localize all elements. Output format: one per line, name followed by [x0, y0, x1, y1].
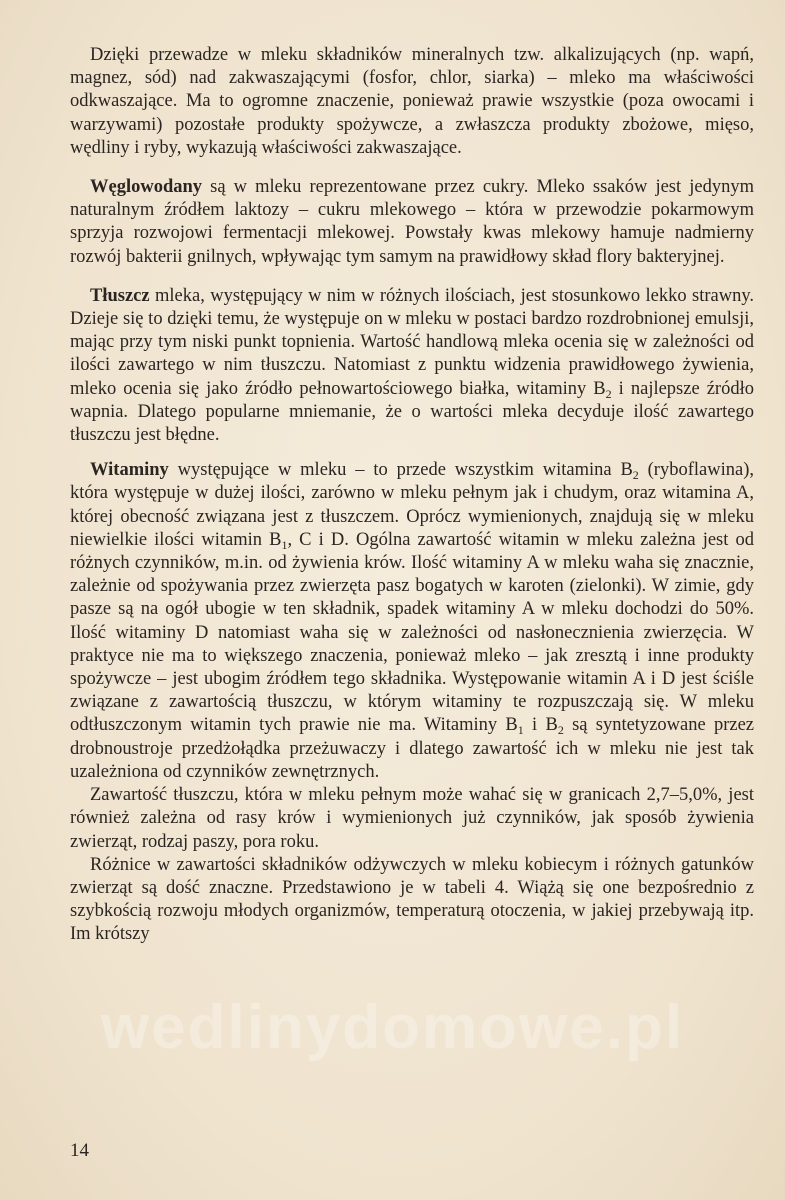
text-run: występujące w mleku – to przede wszystkim witamina B	[168, 460, 633, 481]
paragraph-minerals	[70, 44, 754, 160]
text-run: (ryboflawina), która występuje w dużej ilości, zarówno w mleku pełnym jak i chudym, oraz witamina A, której obecność związana jest z tłuszczem. Oprócz wymienionych, znajdują się w mleku niewielkie ilości witamin B	[70, 460, 754, 550]
text-run: mleka, występujący w nim w różnych ilościach, jest stosunkowo lekko strawny. Dzieje się to dzięki temu, że występuje on w mleku w postaci bardzo rozdrobnionej emulsji, mając przy tym niski punkt topnienia. Wartość handlową mleka ocenia się w zależności od ilości zawartego w nim tłuszczu. Natomiast z punktu widzenia prawidłowego żywienia, mleko ocenia się jako źródło pełnowartościowego białka, witaminy B	[70, 285, 754, 399]
paragraph-differences	[70, 854, 754, 947]
lead-term: Tłuszcz	[90, 285, 150, 306]
subscript: 1	[281, 537, 288, 552]
watermark: wedlinydomowe.pl	[100, 993, 685, 1062]
paragraph-carbohydrates	[70, 176, 754, 269]
subscript: 2	[557, 723, 564, 738]
paragraph-vitamins	[70, 459, 754, 784]
page-number: 14	[70, 1140, 89, 1161]
subscript: 2	[632, 468, 639, 483]
text-run: są syntetyzowane przez drobnoustroje przedżołądka przeżuwaczy i dlatego zawartość ich w mleku nie jest tak uzależniona od czynników zewnętrznych.	[70, 715, 755, 782]
text-run: Dzięki przewadze w mleku składników mineralnych tzw. alkalizujących (np. wapń, magnez, sód) nad zakwaszającymi (fosfor, chlor, siarka) – mleko ma właściwości odkwaszające. Ma to ogromne znaczenie, ponieważ prawie wszystkie (poza owocami i warzywami) pozostałe produkty spożywcze, a zwłaszcza produkty zbożowe, mięso, wędliny i ryby, wykazują właściwości zakwaszające.	[70, 45, 754, 158]
page-body	[70, 44, 754, 947]
paragraph-fat-content	[70, 784, 754, 854]
text-run: i najlepsze źródło wapnia. Dlatego popularne mniemanie, że o wartości mleka decyduje ilość zawartego tłuszczu jest błędne.	[70, 378, 754, 446]
paragraph-fat	[70, 285, 754, 447]
subscript: 1	[517, 723, 524, 738]
text-run: , C i D. Ogólna zawartość witamin w mleku zależna jest od różnych czynników, m.in. od żywienia krów. Ilość witaminy A w mleku waha się znacznie, zależnie od spożywania przez zwierzęta pasz bogatych w karoten (zielonki). W zimie, gdy pasze są na ogół ubogie w ten składnik, spadek witaminy A w mleku dochodzi do 50%. Ilość witaminy D natomiast waha się w zależności od nasłonecznienia zwierzęcia. W praktyce nie ma to większego znaczenia, ponieważ mleko – jak zresztą i inne produkty spożywcze – jest ubogim źródłem tego składnika. Występowanie witamin A i D jest ściśle związane z zawartością tłuszczu, w którym witaminy te rozpuszczają się. W mleku odtłuszczonym witamin tych prawie nie ma. Witaminy B	[70, 529, 755, 736]
text-run: są w mleku reprezentowane przez cukry. Mleko ssaków jest jedynym naturalnym źródłem laktozy – cukru mlekowego – która w przewodzie pokarmowym sprzyja rozwojowi fermentacji mlekowej. Powstały kwas mlekowy hamuje nadmierny rozwój bakterii gnilnych, wpływając tym samym na prawidłowy skład flory bakteryjnej.	[70, 177, 754, 267]
text-run: Różnice w zawartości składników odżywczych w mleku kobiecym i różnych gatunków zwierząt są dość znaczne. Przedstawiono je w tabeli 4. Wiążą się one bezpośrednio z szybkością rozwoju młodych organizmów, temperaturą otoczenia, w jakiej przebywają itp. Im krótszy	[70, 854, 754, 945]
subscript: 2	[605, 386, 612, 401]
text-run: i B	[523, 715, 558, 736]
lead-term: Witaminy	[90, 460, 169, 481]
lead-term: Węglowodany	[90, 177, 203, 198]
text-run: Zawartość tłuszczu, która w mleku pełnym może wahać się w granicach 2,7–5,0%, jest również zależna od rasy krów i wymienionych już czynników, jak sposób żywienia zwierząt, rodzaj paszy, pora roku.	[70, 785, 754, 852]
